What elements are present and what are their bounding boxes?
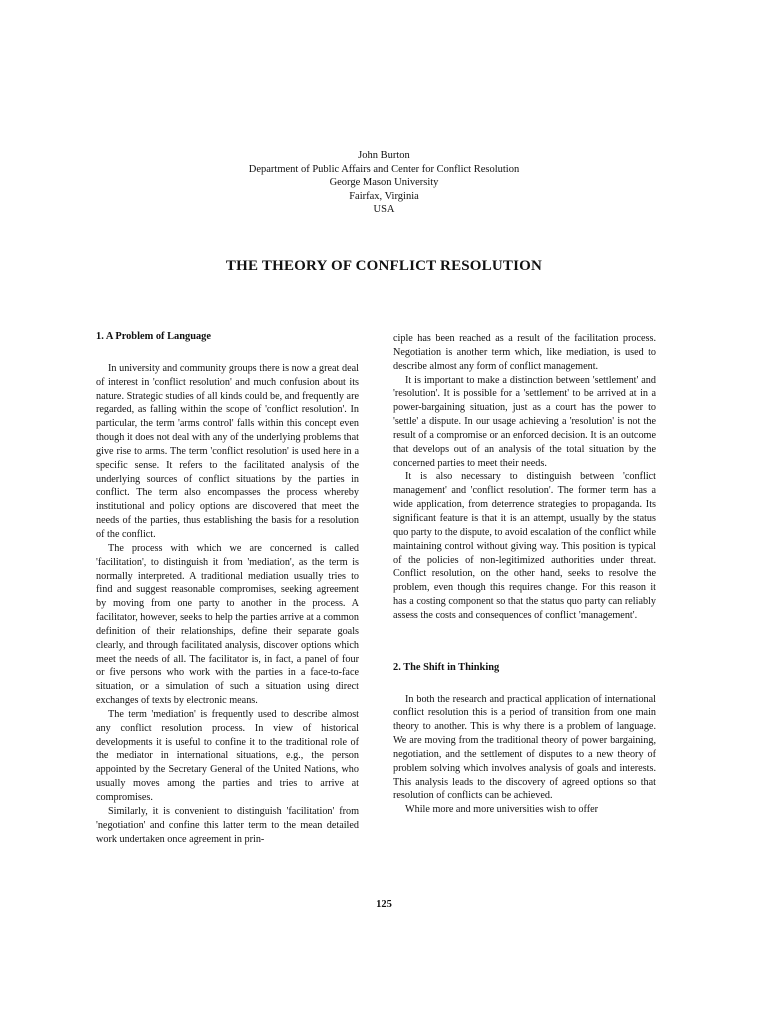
paragraph: It is also necessary to distinguish between 'conflict management' and 'conflict resolution'. The former term has a wide application, from deterrence strategies to propaganda. Its significant feature is that it is an attempt, usually by the status quo party to the dispute, to avoid escalation of the conflict while maintaining control without giving way. This position is typical of the policies of non-legitimized authorities under threat. Conflict resolution, on the other hand, seeks to resolve the problem, even though this requires change. For this reason it has a costing component so that the status quo party can reliably assess the costs and consequences of conflict 'management'. — [393, 471, 656, 621]
paragraph: While more and more universities wish to offer — [405, 804, 599, 816]
author-name: John Burton — [358, 150, 410, 161]
paragraph: It is important to make a distinction between 'settlement' and 'resolution'. It is possible for a 'settlement' to be arrived at in a power-bargaining situation, just as a court has the power to 'settle' a dispute. In our usage achieving a 'resolution' is not the result of a compromise or an enforced decision. It is an outcome that develops out of an analysis of the total situation by the concerned parties to meet their needs. — [393, 374, 656, 469]
author-location: Fairfax, Virginia — [349, 190, 419, 202]
author-university: George Mason University — [329, 177, 439, 189]
section-spacer — [393, 623, 656, 645]
right-column — [393, 332, 656, 817]
paragraph: In university and community groups there is now a great deal of interest in 'conflict resolution' and much confusion about its nature. Strategic studies of all kinds could be, and frequently are regarded, as falling within the scope of 'conflict resolution'. In particular, the term 'arms control' falls within this concept even though it does not deal with any of the underlying problems that give rise to arms. The term 'conflict resolution' is used here in a specific sense. It refers to the facilitated analysis of the underlying sources of conflict situations by the parties in conflict. The term also encompasses the process whereby institutional and policy options are discovered that meet the needs of the parties, thus establishing the basis for a resolution of the conflict. — [96, 362, 359, 540]
paper-title: THE THEORY OF CONFLICT RESOLUTION — [225, 258, 543, 274]
author-department: Department of Public Affairs and Center for Conflict Resolution — [248, 163, 520, 175]
author-country: USA — [373, 204, 395, 216]
section-heading: 1. A Problem of Language — [96, 331, 211, 342]
paragraph: In both the research and practical application of international conflict resolution this is a period of transition from one main theory to another. This is why there is a problem of language. We are moving from the traditional theory of power bargaining, negotiation, and the settlement of disputes to a new theory of problem solving which involves analysis of goals and interests. This analysis leads to the discovery of agreed options so that resolution of conflicts can be achieved. — [393, 693, 656, 802]
left-column — [96, 330, 359, 846]
paragraph: The process with which we are concerned is called 'facilitation', to distinguish it from 'mediation', as the term is normally interpreted. A traditional mediation usually tries to find and suggest reasonable compromises, seeking agreement by moving from one party to another in the process. A facilitator, however, seeks to help the parties arrive at a common definition of their relationships, define their separate goals clearly, and through facilitated analysis, discover options which meet the needs of all. The facilitator is, in fact, a panel of four or five persons who work with the parties in a face-to-face situation, or a simulation of such a situation using direct exchanges of texts by electronic means. — [96, 542, 359, 707]
section-heading: 2. The Shift in Thinking — [393, 661, 500, 673]
author-affiliation — [0, 149, 768, 217]
paragraph: The term 'mediation' is frequently used to describe almost any conflict resolution process. In view of historical developments it is useful to confine it to the traditional role of the mediator in international situations, e.g., the person appointed by the Secretary General of the United Nations, who usually moves among the parties and tries to arrive at compromises. — [96, 708, 359, 803]
paragraph-split: Similarly, it is convenient to distinguish 'facilitation' from 'negotiation' and confine this latter term to the mean detailed work undertaken once agreement in prin- — [96, 805, 359, 845]
page-number: 125 — [376, 899, 392, 910]
paragraph-continued: ciple has been reached as a result of the facilitation process. Negotiation is another term which, like mediation, is used to describe almost any form of conflict management. — [393, 333, 656, 372]
